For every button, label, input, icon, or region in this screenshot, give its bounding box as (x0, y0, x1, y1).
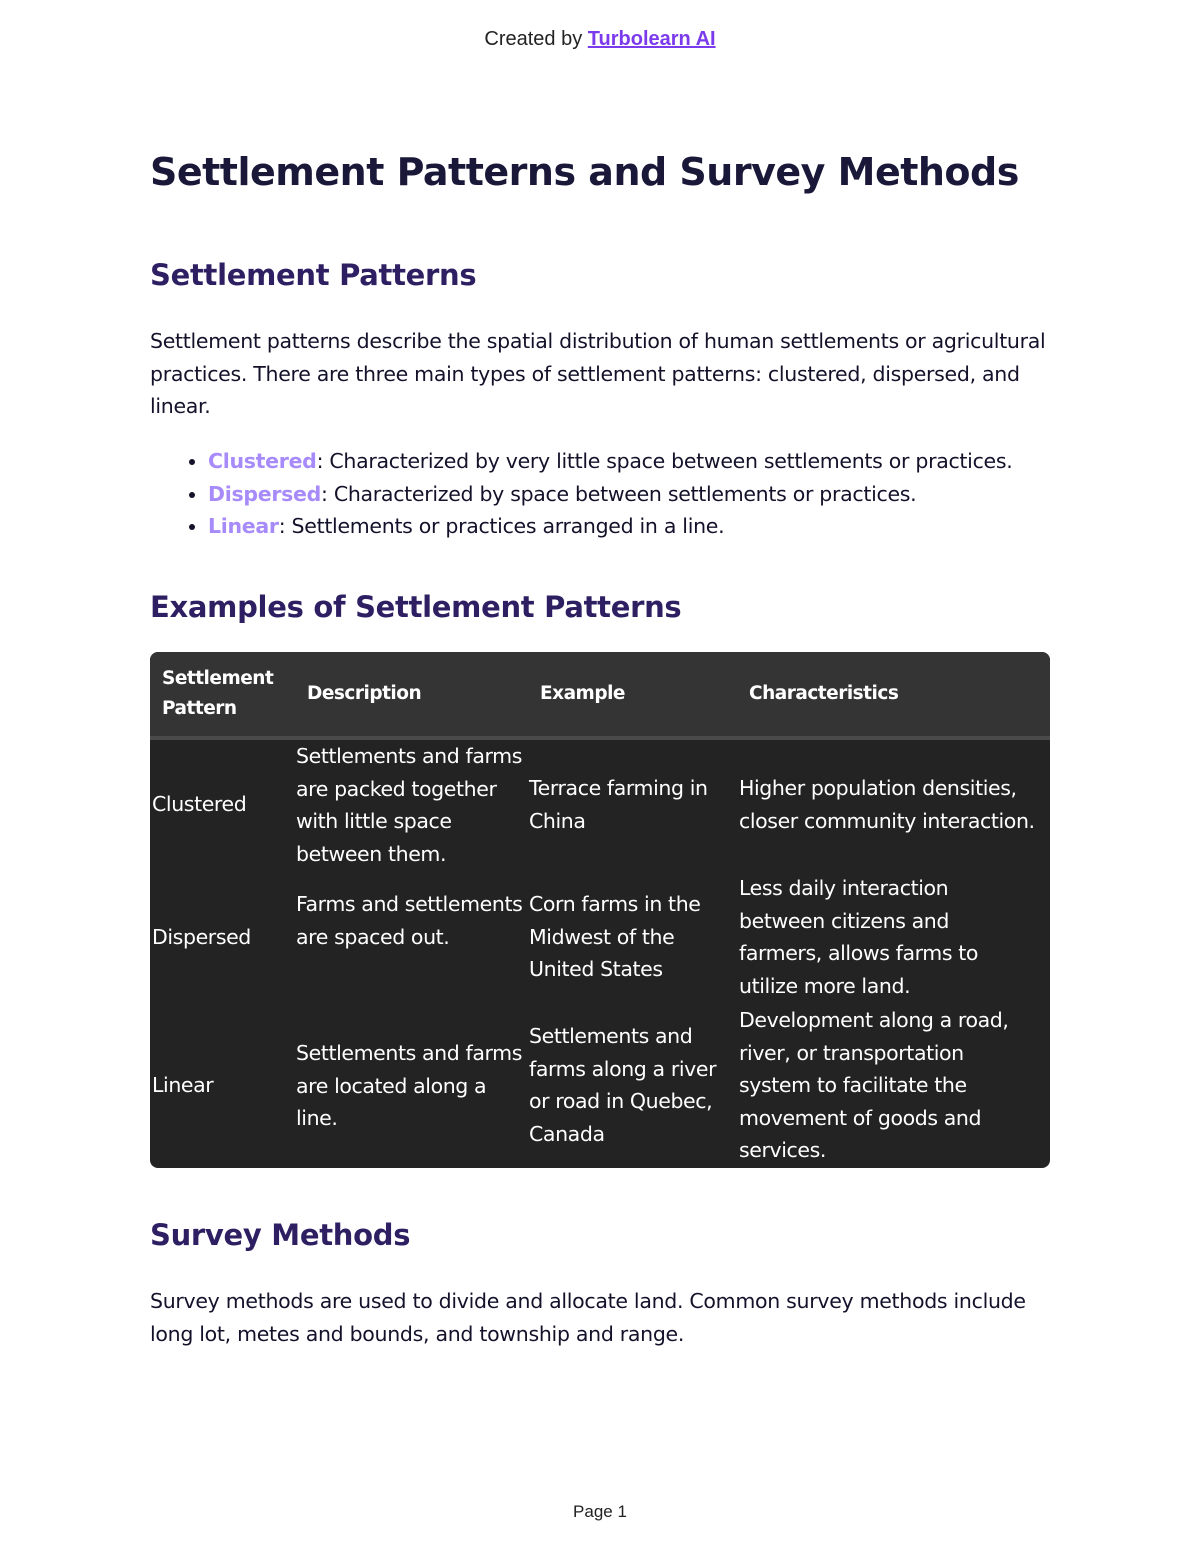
section-heading-settlement-patterns: Settlement Patterns (150, 258, 477, 292)
survey-methods-intro: Survey methods are used to divide and allocate land. Common survey methods include long lot, metes and bounds, and township and range. (150, 1289, 1026, 1346)
term-linear: Linear (208, 514, 279, 538)
page-title: Settlement Patterns and Survey Methods (150, 150, 1019, 194)
page-header (0, 28, 1200, 51)
term-definition: : Characterized by very little space between settlements or practices. (316, 449, 1013, 473)
list-item (208, 510, 1108, 543)
pattern-type-list (150, 445, 1108, 543)
table-cell: Development along a road, river, or transportation system to facilitate the movement of goods and services. (739, 1008, 1009, 1162)
column-header: Example (540, 683, 625, 704)
term-dispersed: Dispersed (208, 481, 322, 506)
header-prefix: Created by (484, 28, 583, 50)
table-cell: Settlements and farms are located along a line. (296, 1041, 522, 1130)
section-heading-survey-methods: Survey Methods (150, 1218, 411, 1252)
table-header-row (150, 652, 1050, 740)
list-item (208, 445, 1108, 478)
turbolearn-link[interactable]: Turbolearn AI (587, 28, 716, 50)
page-number: Page 1 (573, 1502, 627, 1521)
table-cell: Linear (152, 1073, 214, 1097)
table-cell: Farms and settlements are spaced out. (296, 892, 523, 949)
table-cell: Settlements and farms along a river or road in Quebec, Canada (529, 1024, 717, 1146)
term-clustered: Clustered (208, 449, 317, 473)
column-header: Settlement Pattern (162, 668, 274, 719)
table-cell: Higher population densities, closer community interaction. (739, 776, 1035, 833)
term-definition: : Settlements or practices arranged in a line. (278, 514, 725, 538)
column-header: Description (307, 683, 422, 704)
section-heading-examples: Examples of Settlement Patterns (150, 590, 682, 624)
table-cell: Settlements and farms are packed together with little space between them. (296, 744, 522, 866)
table-cell: Clustered (152, 792, 247, 816)
table-cell: Dispersed (152, 925, 251, 949)
term-definition: : Characterized by space between settlements or practices. (321, 481, 917, 506)
settlement-patterns-intro: Settlement patterns describe the spatial distribution of human settlements or agricultural practices. There are three main types of settlement patterns: clustered, dispersed, and linear. (150, 329, 1046, 418)
settlement-patterns-table (150, 652, 1050, 1168)
table-cell: Less daily interaction between citizens and farmers, allows farms to utilize more land. (739, 876, 979, 998)
table-cell: Terrace farming in China (529, 776, 708, 833)
table-cell: Corn farms in the Midwest of the United States (529, 892, 701, 981)
list-item (208, 478, 1108, 511)
column-header: Characteristics (749, 683, 899, 704)
